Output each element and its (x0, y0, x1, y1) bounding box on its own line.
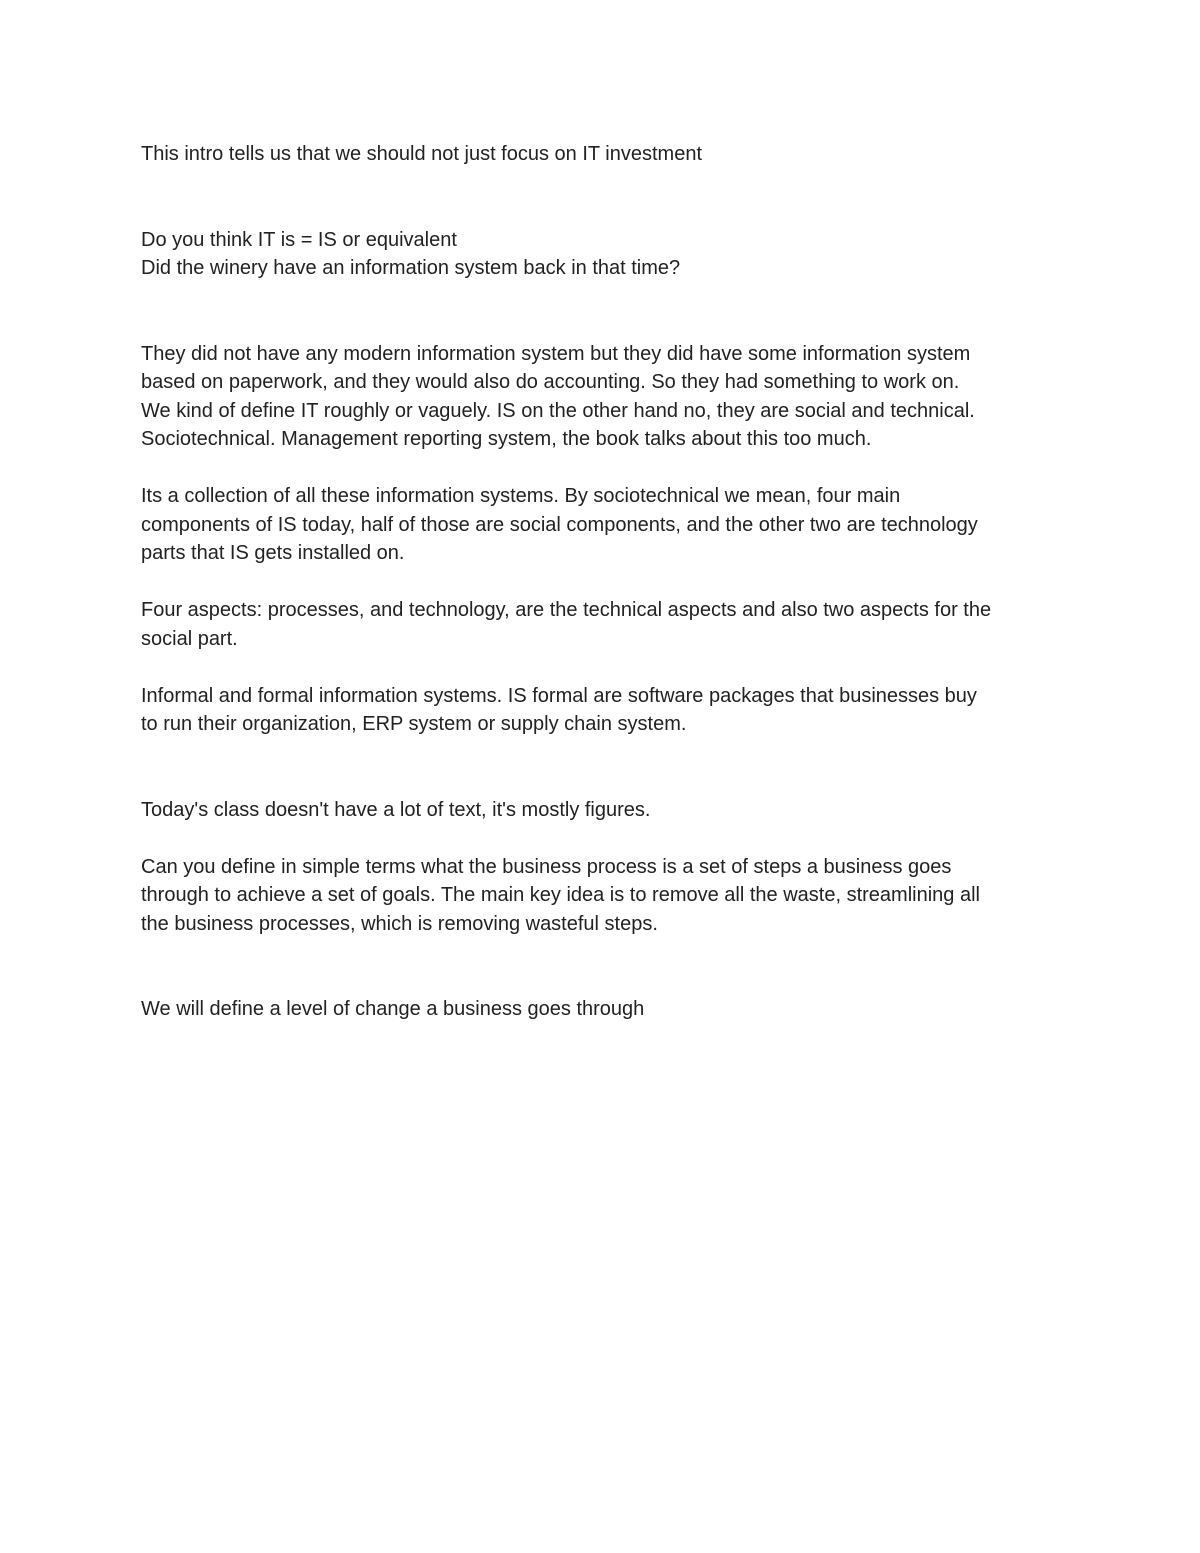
paragraph-modern-is: They did not have any modern information system but they did have some information system based on paperwork, and they would also do accounting. So they had something to work on. We kind of define IT roughly or vaguely. IS on the other hand no, they are social and technical. Sociotechnical. Management reporting system, the book talks about this too much. (141, 342, 975, 450)
paragraph-informal-formal: Informal and formal information systems. IS formal are software packages that businesses buy to run their organization, ERP system or supply chain system. (141, 684, 977, 735)
paragraph-todays-class: Today's class doesn't have a lot of text, it's mostly figures. (141, 798, 651, 821)
document-body (141, 140, 1081, 1024)
paragraph-four-aspects: Four aspects: processes, and technology, are the technical aspects and also two aspects for the social part. (141, 599, 992, 650)
paragraph-intro: This intro tells us that we should not just focus on IT investment (141, 143, 703, 165)
paragraph-collection: Its a collection of all these information systems. By sociotechnical we mean, four main components of IS today, half of those are social components, and the other two are technology parts that IS gets installed on. (141, 485, 978, 564)
paragraph-level-of-change: We will define a level of change a business goes through (141, 998, 645, 1020)
paragraph-business-process: Can you define in simple terms what the business process is a set of steps a business goes through to achieve a set of goals. The main key idea is to remove all the waste, streamlining all the business processes, which is removing wasteful steps. (141, 855, 980, 935)
paragraph-questions: Do you think IT is = IS or equivalent Did the winery have an information system back in that time? (141, 228, 681, 279)
